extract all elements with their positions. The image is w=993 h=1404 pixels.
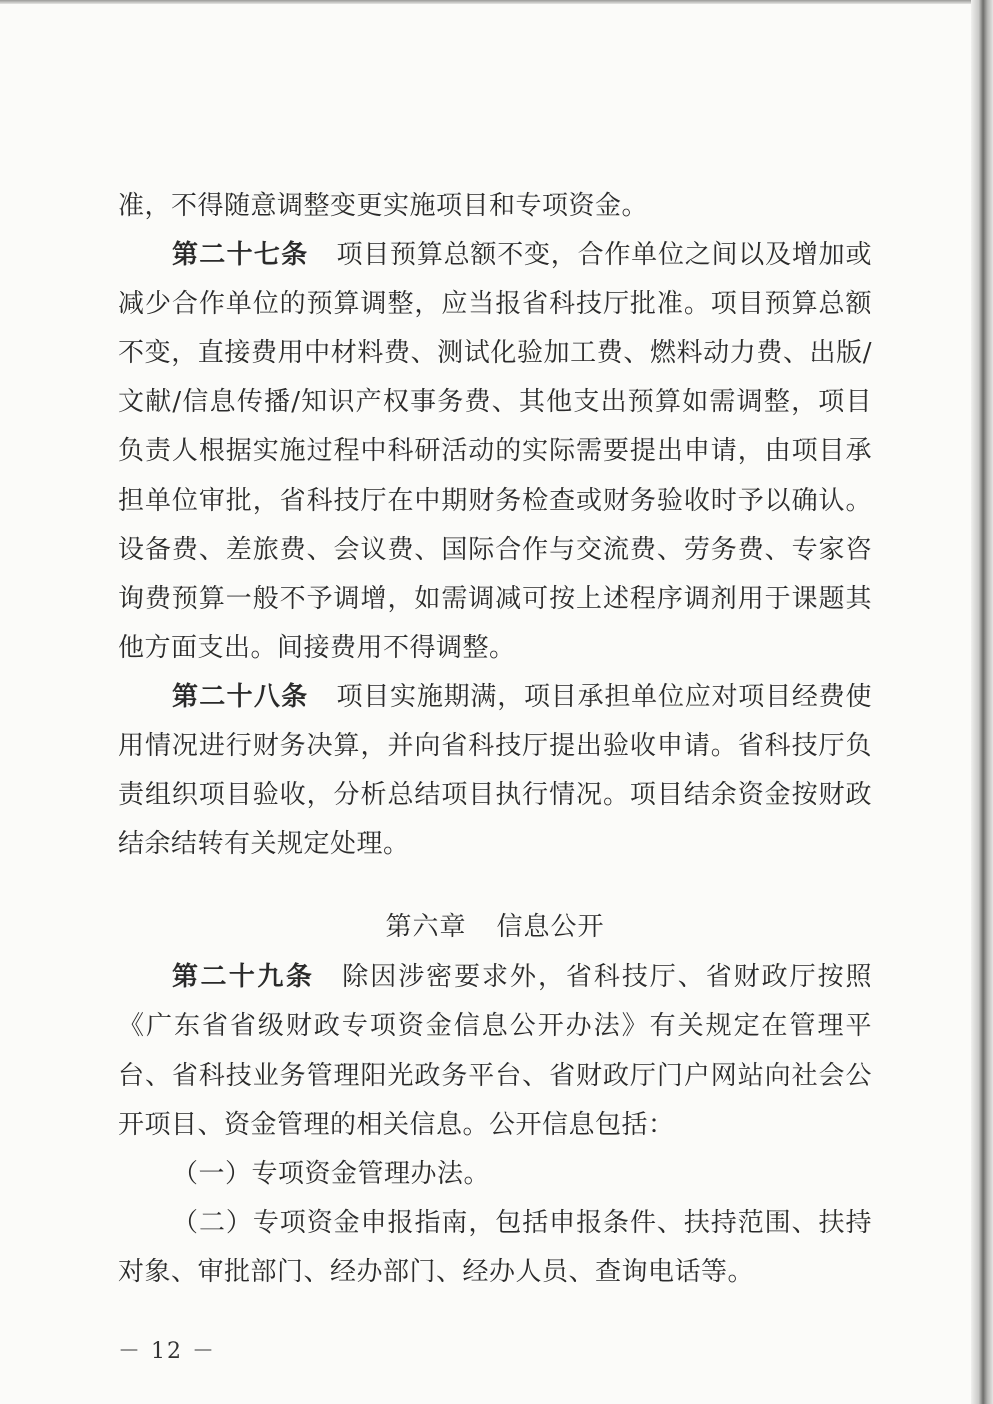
- chapter-number: 第六章: [385, 912, 467, 943]
- article-29-text: 除因涉密要求外，省科技厅、省财政厅按照《广东省省级财政专项资金信息公开办法》有关规定在管理平台、省科技业务管理阳光政务平台、省财政厅门户网站向社会公开项目、资金管理的相关信息。公开信息包括：: [118, 962, 872, 1140]
- article-28-number: 第二十八条: [172, 681, 309, 712]
- article-28: [118, 673, 872, 869]
- article-28-text: 项目实施期满，项目承担单位应对项目经费使用情况进行财务决算，并向省科技厅提出验收申请。省科技厅负责组织项目验收，分析总结项目执行情况。项目结余资金按财政结余结转有关规定处理。: [118, 681, 872, 860]
- list-item-1: （一）专项资金管理办法。: [172, 1158, 491, 1189]
- article-29-number: 第二十九条: [172, 962, 315, 993]
- article-27-number: 第二十七条: [172, 240, 309, 271]
- scan-binding-edge: [971, 0, 993, 1404]
- scan-top-edge: [0, 0, 993, 4]
- chapter-heading: [118, 905, 872, 949]
- continuation-paragraph: 准，不得随意调整变更实施项目和专项资金。: [118, 191, 649, 221]
- article-27-text: 项目预算总额不变，合作单位之间以及增加或减少合作单位的预算调整，应当报省科技厅批准。项目预算总额不变，直接费用中材料费、测试化验加工费、燃料动力费、出版/文献/信息传播/知识产权事务费、其他支出预算如需调整，项目负责人根据实施过程中科研活动的实际需要提出申请，由项目承担单位审批，省科技厅在中期财务检查或财务验收时予以确认。设备费、差旅费、会议费、国际合作与交流费、劳务费、专家咨询费预算一般不予调增，如需调减可按上述程序调剂用于课题其他方面支出。间接费用不得调整。: [118, 240, 872, 663]
- article-27: [118, 231, 872, 673]
- page-number: － 12 －: [118, 1339, 216, 1364]
- article-29: [118, 953, 872, 1149]
- chapter-title: 信息公开: [496, 912, 605, 943]
- list-item-2: （二）专项资金申报指南，包括申报条件、扶持范围、扶持对象、审批部门、经办部门、经办人员、查询电话等。: [118, 1207, 872, 1287]
- document-body: [118, 182, 872, 1297]
